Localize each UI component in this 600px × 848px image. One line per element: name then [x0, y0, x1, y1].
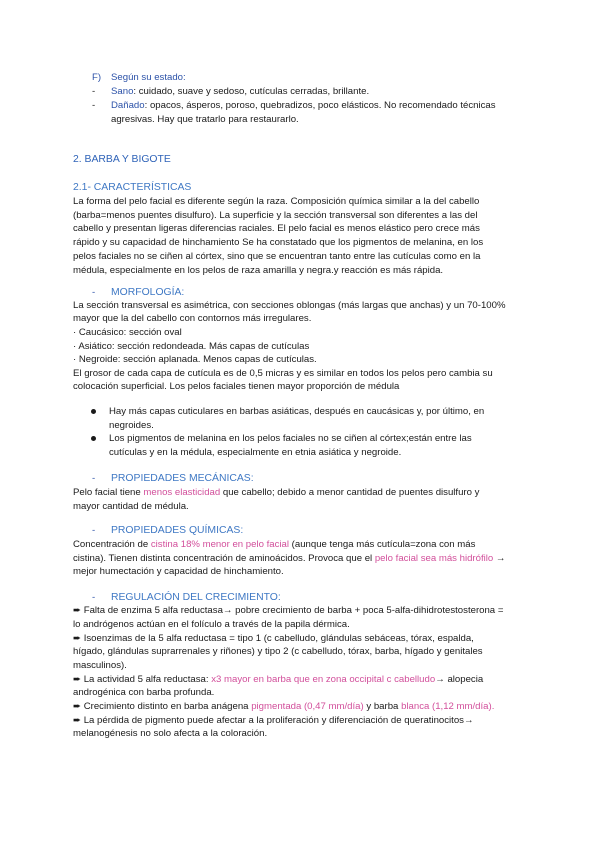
- crecimiento-line: ➨ La pérdida de pigmento puede afectar a la proliferación y diferenciación de queratinocitos→: [73, 715, 474, 726]
- crecimiento-line: melanogénesis no solo afecta a la coloración.: [73, 728, 268, 739]
- dash-marker: -: [92, 473, 96, 484]
- arrow-icon: ➨: [73, 715, 82, 726]
- arrow-icon: ➨: [73, 701, 82, 712]
- paragraph-line: colocación superficial. Los pelos faciales tienen mayor proporción de médula: [73, 381, 400, 392]
- crecimiento-line: masculinos).: [73, 660, 127, 671]
- estado-heading: Según su estado:: [111, 72, 186, 83]
- quimicas-line-2: cistina). Tienen distinta concentración de aminoácidos. Provoca que el pelo facial sea más hidrófilo →: [73, 553, 506, 564]
- dash-marker: -: [92, 86, 96, 97]
- caracteristicas-title: 2.1- CARACTERÍSTICAS: [73, 182, 192, 193]
- crecimiento-line: ➨ La actividad 5 alfa reductasa: x3 mayor en barba que en zona occipital c cabelludo→ alopecia: [73, 674, 484, 685]
- crecimiento-title: REGULACIÓN DEL CRECIMIENTO:: [111, 592, 281, 603]
- list-letter: F): [92, 72, 102, 83]
- crecimiento-line: ➨ Isoenzimas de la 5 alfa reductasa = tipo 1 (c cabelludo, glándulas sebáceas, tórax, espalda,: [73, 633, 474, 644]
- dash-marker: -: [92, 287, 96, 298]
- bullet-line: Los pigmentos de melanina en los pelos faciales no se ciñen al córtex;están entre las: [109, 433, 472, 444]
- paragraph-line: (barba=menos puentes disulfuro). La superficie y la sección transversal son diferentes a las del: [73, 210, 478, 221]
- mecanicas-title: PROPIEDADES MECÁNICAS:: [111, 473, 254, 484]
- danado-line-2: agresivas. Hay que tratarlo para restaurarlo.: [111, 114, 299, 125]
- crecimiento-line: hígado, glándulas suprarrenales y riñones) y tipo 2 (c cabelludo, tórax, barba, hígado y genitales: [73, 646, 483, 657]
- paragraph-line: · Asiático: sección redondeada. Más capas de cutículas: [73, 341, 310, 352]
- paragraph-line: pelos faciales no se ciñen al córtex, sino que se encuentran tanto entre las cutículas como en la: [73, 251, 481, 262]
- dash-marker: -: [92, 100, 96, 111]
- danado-line: Dañado: opacos, ásperos, poroso, quebradizos, poco elásticos. No recomendado técnicas: [111, 100, 496, 111]
- arrow-icon: ➨: [73, 674, 82, 685]
- crecimiento-line: ➨ Falta de enzima 5 alfa reductasa→ pobre crecimiento de barba + poca 5-alfa-dihidrotestosterona =: [73, 605, 504, 616]
- paragraph-line: La sección transversal es asimétrica, con secciones oblongas (más largas que anchas) y un 70-100%: [73, 300, 506, 311]
- crecimiento-line: androgénica con barba profunda.: [73, 687, 215, 698]
- dash-marker: -: [92, 592, 96, 603]
- dash-marker: -: [92, 525, 96, 536]
- sano-line: Sano: cuidado, suave y sedoso, cutículas cerradas, brillante.: [111, 86, 370, 97]
- mecanicas-line: Pelo facial tiene menos elasticidad que cabello; debido a menor cantidad de puentes disulfuro y: [73, 487, 480, 498]
- quimicas-line: Concentración de cistina 18% menor en pelo facial (aunque tenga más cutícula=zona con más: [73, 539, 476, 550]
- section-title: 2. BARBA Y BIGOTE: [73, 154, 171, 165]
- bullet-line: negroides.: [109, 420, 154, 431]
- bullet-line: Hay más capas cuticulares en barbas asiáticas, después en caucásicas y, por último, en: [109, 406, 485, 417]
- morfologia-title: MORFOLOGÍA:: [111, 287, 185, 298]
- arrow-icon: ➨: [73, 605, 82, 616]
- paragraph-line: · Negroide: sección aplanada. Menos capas de cutículas.: [73, 354, 317, 365]
- paragraph-line: La forma del pelo facial es diferente según la raza. Composición química similar a la del cabello: [73, 196, 480, 207]
- bullet-line: cutículas y en la médula, especialmente en etnia asiática y negroide.: [109, 447, 402, 458]
- quimicas-title: PROPIEDADES QUÍMICAS:: [111, 525, 244, 536]
- paragraph-line: médula, especialmente en los pelos de raza amarilla y negra.y reacción es más rápida.: [73, 265, 444, 276]
- mecanicas-line-2: mayor cantidad de médula.: [73, 501, 189, 512]
- paragraph-line: cabello y presentan ligeras diferencias raciales. El pelo facial es menos elástico pero crece más: [73, 223, 480, 234]
- bullet-dot: [91, 436, 96, 441]
- paragraph-line: · Caucásico: sección oval: [73, 327, 182, 338]
- paragraph-line: El grosor de cada capa de cutícula es de 0,5 micras y es similar en todos los pelos pero cambia su: [73, 368, 493, 379]
- paragraph-line: rápido y su capacidad de hinchamiento Se ha constatado que los pigmentos de melanina, en los: [73, 237, 484, 248]
- crecimiento-line: lo andrógenos actúan en el folículo a través de la papila dérmica.: [73, 619, 350, 630]
- bullet-dot: [91, 409, 96, 414]
- crecimiento-line: ➨ Crecimiento distinto en barba anágena pigmentada (0,47 mm/día) y barba blanca (1,12 mm/día).: [73, 701, 495, 712]
- arrow-icon: ➨: [73, 633, 82, 644]
- paragraph-line: mayor que la del cabello con contornos más irregulares.: [73, 313, 312, 324]
- quimicas-line-3: mejor humectación y capacidad de hinchamiento.: [73, 566, 284, 577]
